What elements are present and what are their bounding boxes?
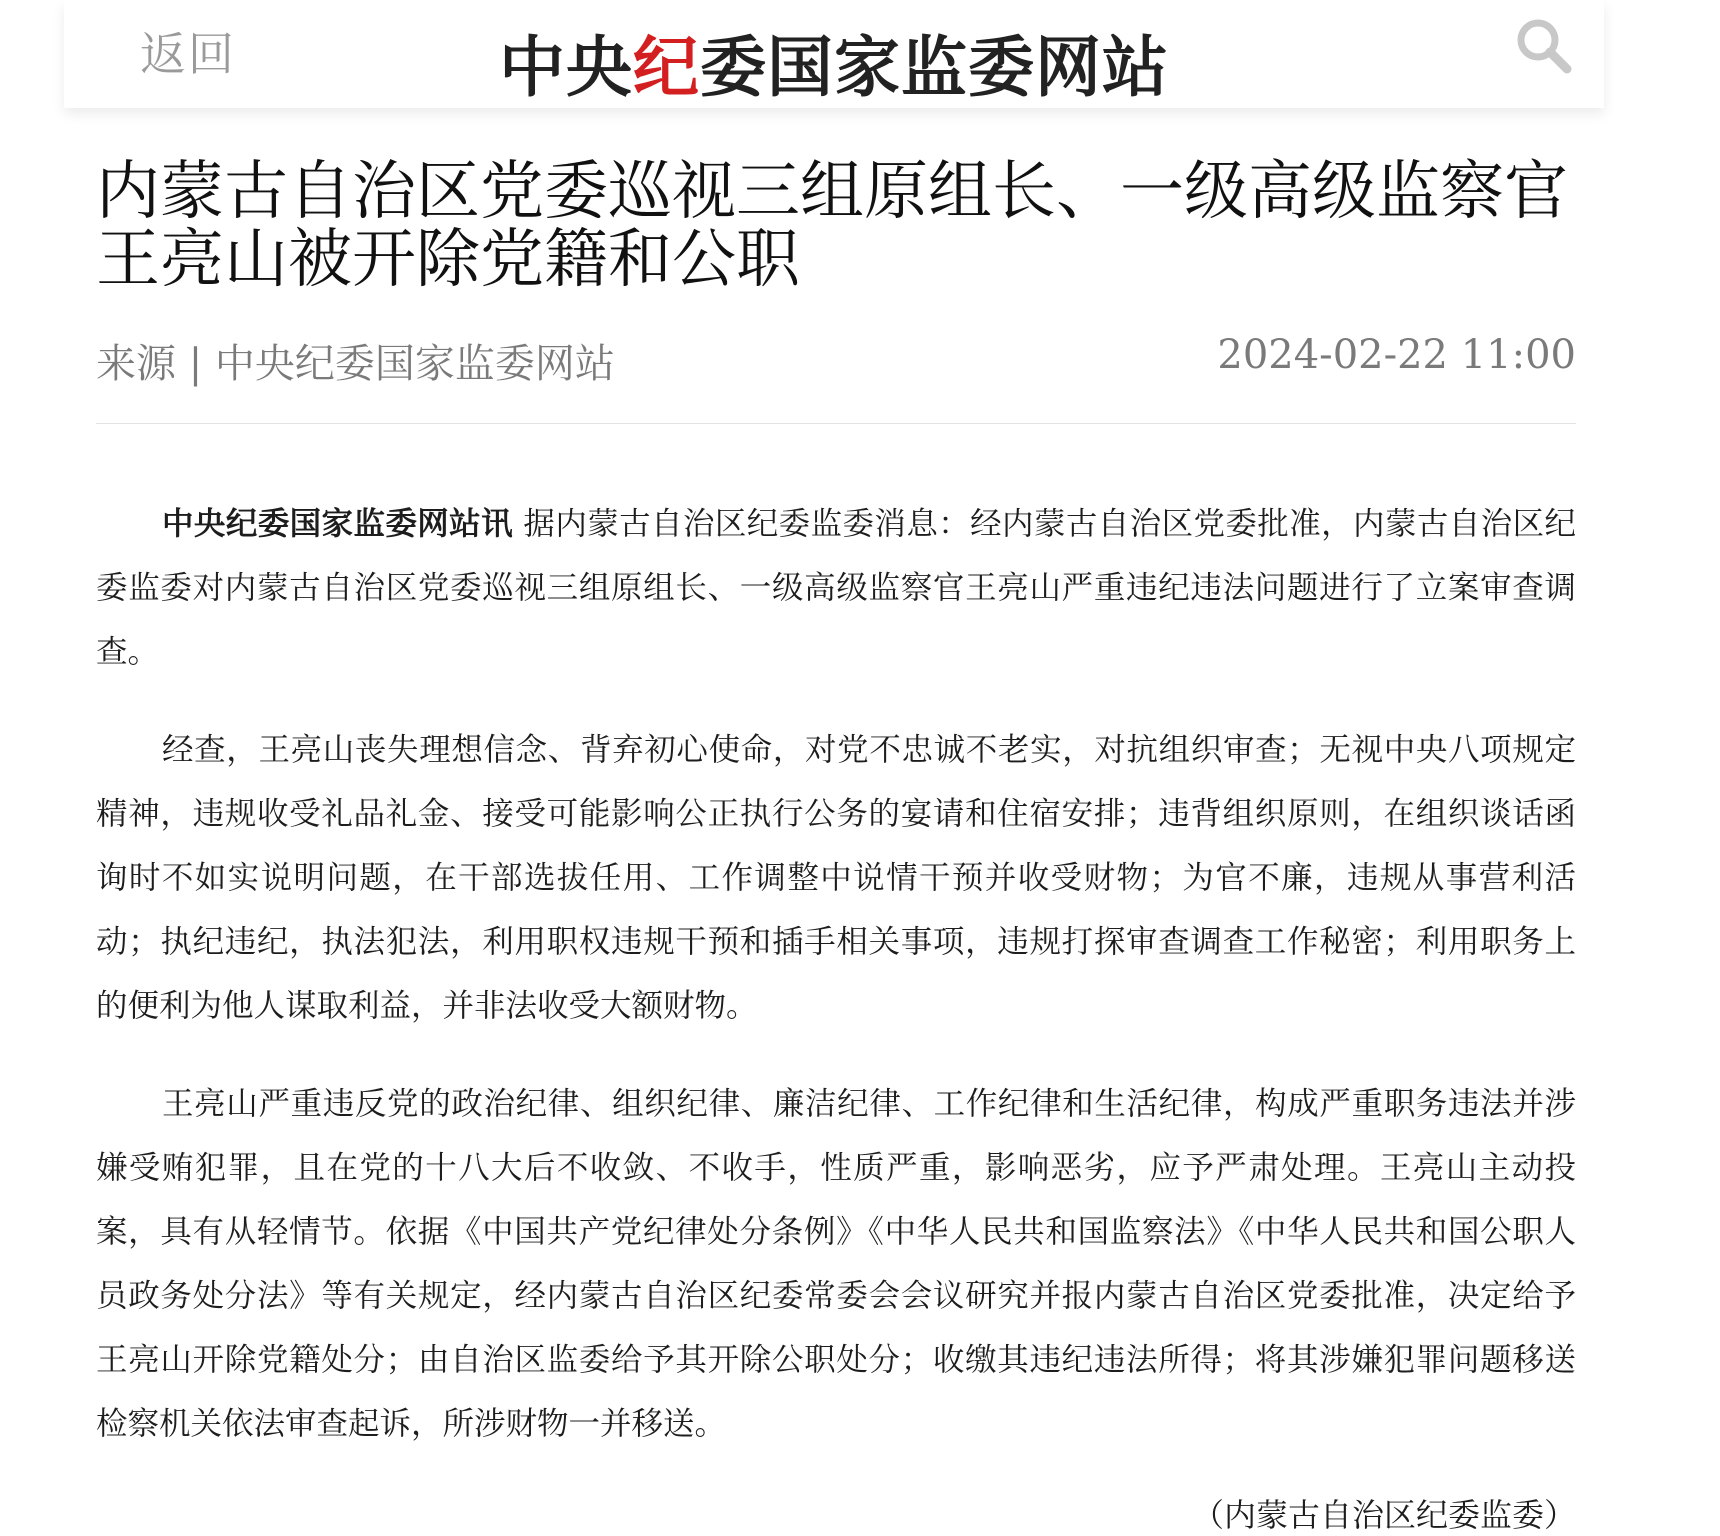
article-meta (96, 332, 1576, 388)
back-button[interactable]: 返回 (140, 27, 236, 81)
paragraph-text: 王亮山严重违反党的政治纪律、组织纪律、廉洁纪律、工作纪律和生活纪律，构成严重职务违法并涉嫌受贿犯罪，且在党的十八大后不收敛、不收手，性质严重，影响恶劣，应予严肃处理。王亮山主动投案，具有从轻情节。依据《中国共产党纪律处分条例》《中华人民共和国监察法》《中华人民共和国公职人员政务处分法》等有关规定，经内蒙古自治区纪委常委会会议研究并报内蒙古自治区党委批准，决定给予王亮山开除党籍处分；由自治区监委给予其开除公职处分；收缴其违纪违法所得；将其涉嫌犯罪问题移送检察机关依法审查起诉，所涉财物一并移送。 (96, 1086, 1576, 1442)
paragraph-2 (96, 718, 1576, 1038)
footer-source: （内蒙古自治区纪委监委） (1191, 1496, 1576, 1534)
paragraph-lead: 中央纪委国家监委网站讯 (162, 505, 513, 542)
paragraph-text: 据内蒙古自治区纪委监委消息：经内蒙古自治区党委批准，内蒙古自治区纪委监委对内蒙古自治区党委巡视三组原组长、一级高级监察官王亮山严重违纪违法问题进行了立案审查调查。 (96, 506, 1576, 670)
search-icon[interactable] (1512, 14, 1576, 78)
article-source: 来源 | 中央纪委国家监委网站 (96, 341, 615, 387)
article-date: 2024-02-22 11:00 (1217, 332, 1576, 378)
article-body (96, 492, 1576, 1490)
top-bar (64, 0, 1604, 108)
logo-text-red: 纪 (633, 28, 700, 106)
site-logo[interactable] (64, 14, 1604, 109)
paragraph-3 (96, 1072, 1576, 1456)
article-title: 内蒙古自治区党委巡视三组原组长、一级高级监察官王亮山被开除党籍和公职 (96, 155, 1568, 297)
search-icon-graphic (1512, 14, 1576, 78)
divider (96, 423, 1576, 424)
paragraph-text: 经查，王亮山丧失理想信念、背弃初心使命，对党不忠诚不老实，对抗组织审查；无视中央八项规定精神，违规收受礼品礼金、接受可能影响公正执行公务的宴请和住宿安排；违背组织原则，在组织谈话函询时不如实说明问题，在干部选拔任用、工作调整中说情干预并收受财物；为官不廉，违规从事营利活动；执纪违纪，执法犯法，利用职权违规干预和插手相关事项，违规打探审查调查工作秘密；利用职务上的便利为他人谋取利益，并非法收受大额财物。 (96, 732, 1576, 1024)
paragraph-1 (96, 492, 1576, 684)
logo-text-part2: 委国家监委网站 (700, 28, 1169, 106)
logo-text-part1: 中央 (499, 28, 633, 106)
